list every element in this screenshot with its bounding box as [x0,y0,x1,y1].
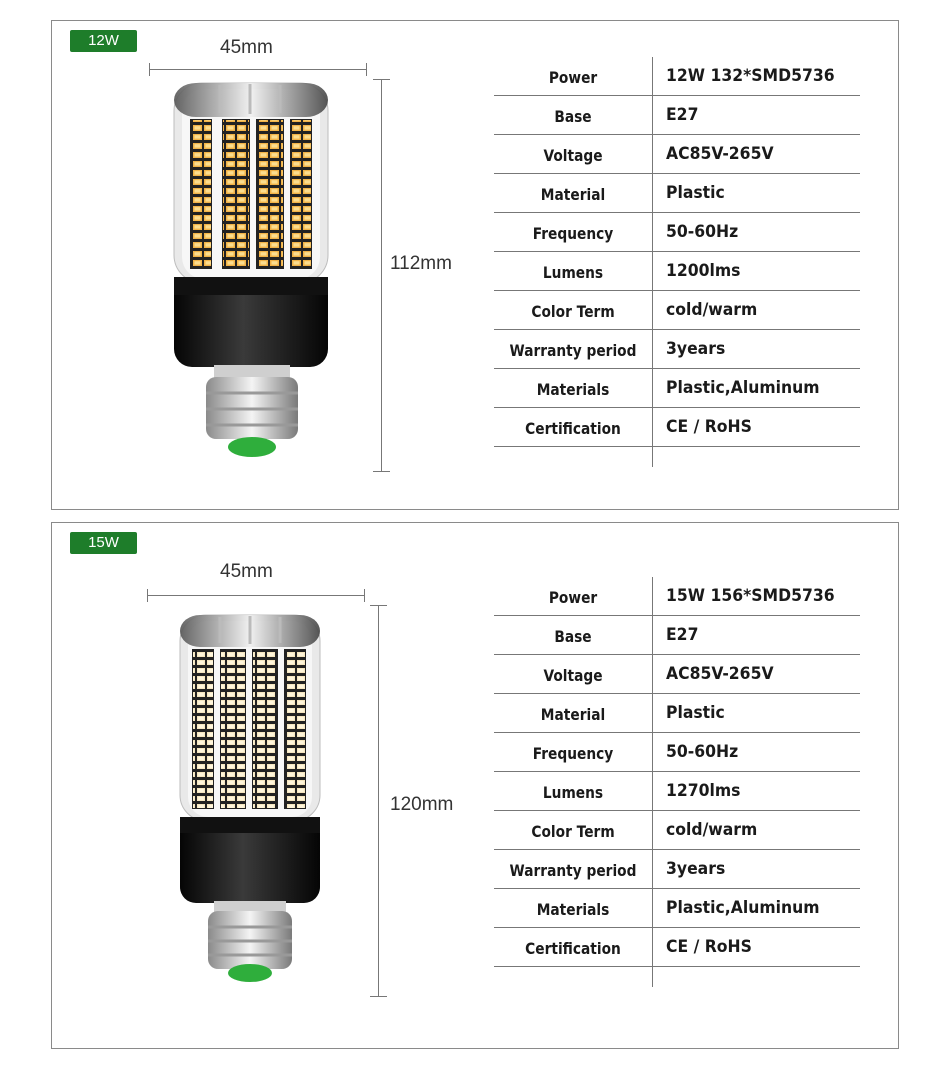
spec-key: Lumens [542,783,604,802]
spec-row-power [494,57,860,96]
column-divider [652,577,653,987]
spec-table [494,57,860,447]
spec-row-frequency [494,733,860,772]
spec-row-warranty [494,850,860,889]
spec-row-warranty [494,330,860,369]
spec-key: Warranty period [509,861,637,880]
spec-value: CE / RoHS [666,417,752,437]
spec-key: Material [540,705,606,724]
height-dimension-line [378,605,379,997]
spec-key: Material [540,185,606,204]
width-dimension-line [149,69,367,70]
spec-key: Materials [536,380,610,399]
spec-value: AC85V-265V [666,144,774,164]
spec-value: 50-60Hz [666,222,739,242]
width-dimension-label: 45mm [220,561,273,582]
corn-bulb-image-15w [176,611,324,985]
spec-key: Warranty period [509,341,637,360]
spec-key: Frequency [532,744,614,763]
spec-value: AC85V-265V [666,664,774,684]
spec-key: Certification [525,419,621,438]
width-dimension-line [147,595,365,596]
spec-table [494,577,860,967]
spec-key: Voltage [543,666,603,685]
spec-value: Plastic [666,183,725,203]
spec-key: Base [554,107,592,126]
spec-value: Plastic,Aluminum [666,378,820,398]
spec-key: Lumens [542,263,604,282]
width-dimension-label: 45mm [220,37,273,58]
wattage-tag: 12W [70,30,137,52]
spec-row-color-term [494,811,860,850]
product-panel-12w [51,20,899,510]
spec-value: 3years [666,339,726,359]
corn-bulb-image-12w [170,79,334,461]
spec-row-frequency [494,213,860,252]
column-divider [652,57,653,467]
height-dimension-line [381,79,382,472]
height-dimension-label: 120mm [390,794,454,815]
spec-value: Plastic,Aluminum [666,898,820,918]
spec-key: Voltage [543,146,603,165]
spec-key: Color Term [531,302,615,321]
spec-value: cold/warm [666,300,758,320]
spec-row-material [494,174,860,213]
spec-row-lumens [494,252,860,291]
spec-row-materials [494,889,860,928]
spec-value: cold/warm [666,820,758,840]
spec-value: 1200lms [666,261,741,281]
spec-value: CE / RoHS [666,937,752,957]
spec-key: Color Term [531,822,615,841]
spec-key: Power [548,588,598,607]
spec-row-voltage [494,655,860,694]
spec-value: 3years [666,859,726,879]
spec-row-base [494,96,860,135]
spec-value: 1270lms [666,781,741,801]
spec-row-power [494,577,860,616]
spec-row-certification [494,408,860,447]
spec-key: Base [554,627,592,646]
spec-value: E27 [666,105,699,125]
spec-row-certification [494,928,860,967]
spec-key: Frequency [532,224,614,243]
spec-row-voltage [494,135,860,174]
spec-row-color-term [494,291,860,330]
product-panel-15w [51,522,899,1049]
wattage-tag: 15W [70,532,137,554]
spec-key: Power [548,68,598,87]
spec-value: 15W 156*SMD5736 [666,586,835,606]
spec-row-materials [494,369,860,408]
spec-row-material [494,694,860,733]
spec-row-base [494,616,860,655]
height-dimension-label: 112mm [390,253,452,274]
spec-value: 50-60Hz [666,742,739,762]
spec-row-lumens [494,772,860,811]
spec-value: E27 [666,625,699,645]
spec-value: 12W 132*SMD5736 [666,66,835,86]
spec-value: Plastic [666,703,725,723]
spec-key: Materials [536,900,610,919]
spec-key: Certification [525,939,621,958]
